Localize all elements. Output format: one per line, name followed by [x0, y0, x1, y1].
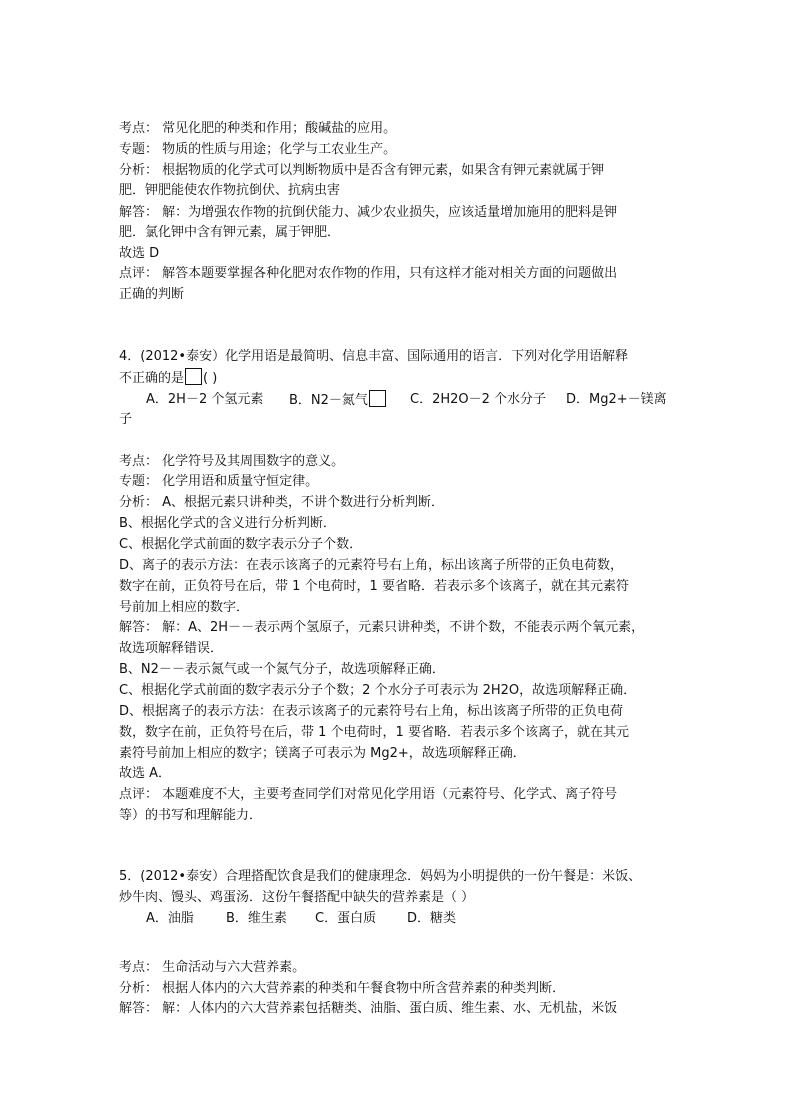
q4-stem-line2	[119, 368, 217, 388]
q5-stem-line2: 炒牛肉、馒头、鸡蛋汤．这份午餐搭配中缺失的营养素是（ ）	[119, 890, 475, 905]
dianping-line: 点评： 解答本题要掌握各种化肥对农作物的作用，只有这样才能对相关方面的问题做出	[119, 266, 618, 281]
jieda-line-a2: 故选项解释错误．	[119, 641, 224, 656]
q5-option-c: C．蛋白质	[315, 911, 377, 926]
zhuanti-line: 专题： 物质的性质与用途；化学与工农业生产。	[119, 142, 397, 157]
q5-option-d: D．糖类	[407, 911, 457, 926]
kaodian-line: 考点： 常见化肥的种类和作用；酸碱盐的应用。	[119, 121, 397, 136]
jieda-line-d3: 素符号前加上相应的数字；镁离子可表示为 Mg2+，故选项解释正确．	[119, 746, 526, 761]
jieda-line-c: C、根据化学式前面的数字表示分子个数；2 个水分子可表示为 2H2O，故选项解释正确．	[119, 683, 637, 698]
q4-blank: ( )	[203, 371, 218, 386]
kaodian-line: 考点： 化学符号及其周围数字的意义。	[119, 454, 345, 469]
fenxi-line-d3: 号前加上相应的数字．	[119, 600, 250, 615]
q5-option-a: A．油脂	[146, 911, 194, 926]
jieda-line: 解答： 解：人体内的六大营养素包括糖类、油脂、蛋白质、维生素、水、无机盐，米饭	[119, 1001, 618, 1016]
jieda-line: 解答： 解：为增强农作物的抗倒伏能力、减少农业损失，应该适量增加施用的肥料是钾	[119, 205, 618, 220]
fenxi-line-d: D、离子的表示方法：在表示该离子的元素符号右上角，标出该离子所带的正负电荷数，	[119, 558, 624, 573]
dianping-line-cont: 等）的书写和理解能力．	[119, 808, 263, 823]
fenxi-line-b: B、根据化学式的含义进行分析判断．	[119, 516, 336, 531]
answer-box-icon	[369, 390, 386, 407]
q4-option-d-cont: 子	[119, 412, 133, 427]
jieda-line-d2: 数，数字在前，正负符号在后，带 1 个电荷时，1 要省略．若表示多个该离子，就在其元	[119, 725, 629, 740]
zhuanti-line: 专题： 化学用语和质量守恒定律。	[119, 474, 319, 489]
fenxi-line-d2: 数字在前，正负符号在后，带 1 个电荷时，1 要省略．若表示多个该离子，就在其元素符	[119, 579, 629, 594]
q5-option-b: B．维生素	[226, 911, 287, 926]
fenxi-line: 分析： 根据人体内的六大营养素的种类和午餐食物中所含营养素的种类判断．	[119, 981, 566, 996]
jieda-line: 解答： 解：A、2H－－表示两个氢原子，元素只讲种类，不讲个数，不能表示两个氧元素，	[119, 620, 645, 635]
answer-line: 故选 A．	[119, 766, 172, 781]
q4-option-c: C．2H2O－2 个水分子	[410, 392, 547, 407]
jieda-line-b: B、N2－－表示氮气或一个氮气分子，故选项解释正确．	[119, 662, 445, 677]
kaodian-line: 考点： 生命活动与六大营养素。	[119, 960, 306, 975]
q4-stem-text: 不正确的是	[119, 371, 185, 386]
fenxi-line: 分析： A、根据元素只讲种类，不讲个数进行分析判断．	[119, 495, 445, 510]
fenxi-line-cont: 肥．钾肥能使农作物抗倒伏、抗病虫害	[119, 183, 341, 198]
q4-option-b	[289, 390, 387, 410]
jieda-line-cont: 肥．氯化钾中含有钾元素，属于钾肥．	[119, 225, 341, 240]
fenxi-line-c: C、根据化学式前面的数字表示分子个数．	[119, 537, 363, 552]
q5-stem-line1: 5．(2012•泰安）合理搭配饮食是我们的健康理念．妈妈为小明提供的一份午餐是：米饭、	[119, 869, 642, 884]
answer-line: 故选 D	[119, 246, 160, 261]
fenxi-line: 分析： 根据物质的化学式可以判断物质中是否含有钾元素，如果含有钾元素就属于钾	[119, 163, 605, 178]
dianping-line: 点评： 本题难度不大，主要考查同学们对常见化学用语（元素符号、化学式、离子符号	[119, 787, 618, 802]
q4-option-b-text: B．N2－氮气	[289, 393, 368, 408]
answer-box-icon	[185, 368, 202, 385]
q4-stem-line1: 4．(2012•泰安）化学用语是最简明、信息丰富、国际通用的语言．下列对化学用语解释	[119, 349, 629, 364]
q4-option-a: A．2H－2 个氢元素	[146, 392, 264, 407]
q4-option-d: D．Mg2+－镁离	[566, 392, 667, 407]
dianping-line-cont: 正确的判断	[119, 287, 185, 302]
jieda-line-d: D、根据离子的表示方法：在表示该离子的元素符号右上角，标出该离子所带的正负电荷	[119, 704, 624, 719]
